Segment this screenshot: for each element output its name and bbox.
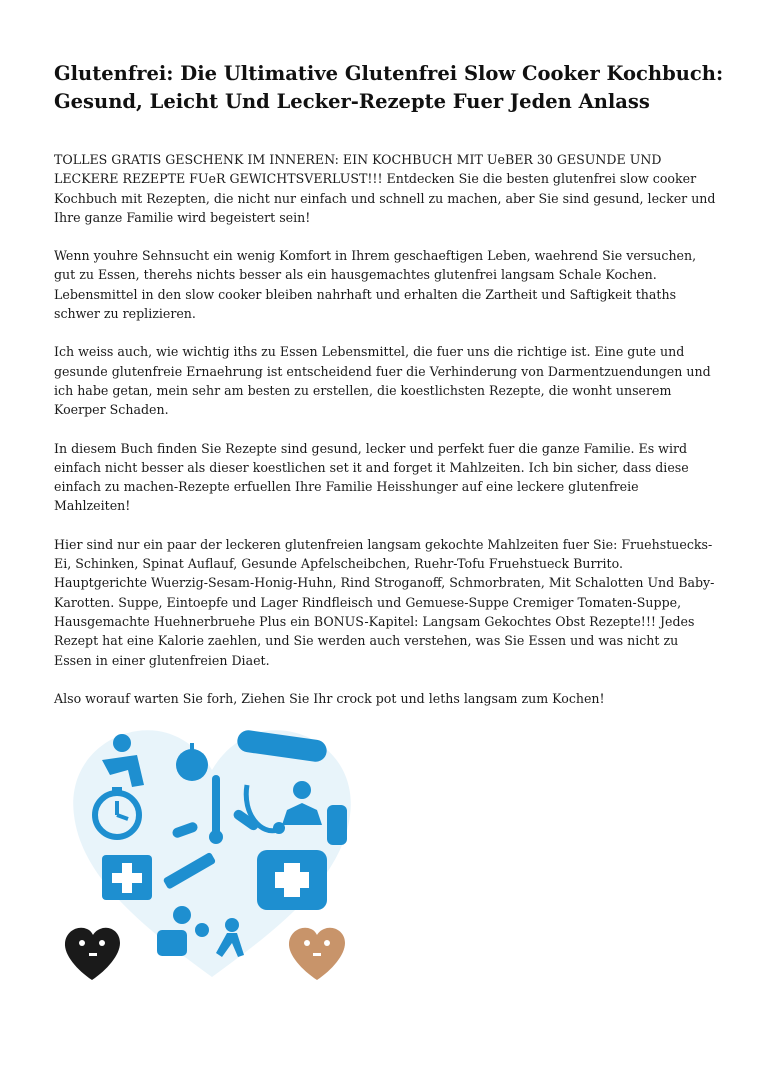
paragraph-recipes: Hier sind nur ein paar der leckeren glutenfreien langsam gekochte Mahlzeiten fuer Sie: Fruehstuecks-Ei, Schinken, Spinat Auflauf, Gesunde Apfelscheibchen, Ruehr-Tofu Fruehstueck Burrito. Hauptgerichte Wuerzig-Sesam-Honig-Huhn, Rind Stroganoff, Schmorbraten, Mit Schalotten Und Baby-Karotten. Suppe, Eintoepfe und Lager Rindfleisch und Gemuese-Suppe Cremiger Tomaten-Suppe, Hausgemachte Huehnerbruehe Plus ein BONUS-Kapitel: Langsam Gekochtes Obst Rezepte!!! Jedes Rezept hat eine Kalorie zaehlen, und Sie werden auch verstehen, was Sie Essen und was nicht zu Essen in einer glutenfreien Diaet. xyxy=(54,536,715,668)
paragraph-importance: Ich weiss auch, wie wichtig iths zu Essen Lebensmittel, die fuer uns die richtige ist. Eine gute und gesunde glutenfreie Ernaehrung ist entscheidend fuer die Verhinderung von Darmentzuendungen und ich habe getan, mein sehr am besten zu erstellen, die koestlichsten Rezepte, die wonht unserem Koerper Schaden. xyxy=(54,344,711,418)
tan-heart-icon xyxy=(289,928,345,980)
paragraph-intro: TOLLES GRATIS GESCHENK IM INNEREN: EIN KOCHBUCH MIT UeBER 30 GESUNDE UND LECKERE REZEPTE FUeR GEWICHTSVERLUST!!! Entdecken Sie die besten glutenfrei slow cooker Kochbuch mit Rezepten, die nicht nur einfach und schnell zu machen, aber Sie sind gesund, lecker und Ihre ganze Familie wird begeistert sein! xyxy=(54,152,716,225)
paragraph-book: In diesem Buch finden Sie Rezepte sind gesund, lecker und perfekt fuer die ganze Familie. Es wird einfach nicht besser als dieser koestlichen set it and forget it Mahlzeiten. Ich bin sicher, dass diese einfach zu machen-Rezepte erfuellen Ihre Familie Heisshunger auf eine leckere glutenfreie Mahlzeiten! xyxy=(54,440,689,514)
document-title: Glutenfrei: Die Ultimative Glutenfrei Slow Cooker Kochbuch: Gesund, Leicht Und Lecker-Rezepte Fuer Jeden Anlass xyxy=(54,62,724,113)
paragraph-comfort: Wenn youhre Sehnsucht ein wenig Komfort in Ihrem geschaeftigen Leben, waehrend Sie versuchen, gut zu Essen, therehs nichts besser als ein hausgemachtes glutenfrei langsam Schale Kochen. Lebensmittel in den slow cooker bleiben nahrhaft und erhalten die Zartheit und Saftigkeit thaths schwer zu replizieren. xyxy=(54,248,697,322)
document-body xyxy=(54,150,716,727)
paragraph-closing: Also worauf warten Sie forh, Ziehen Sie Ihr crock pot und leths langsam zum Kochen! xyxy=(54,690,605,706)
dark-heart-icon xyxy=(65,928,120,980)
health-icons-heart-illustration xyxy=(62,715,362,990)
